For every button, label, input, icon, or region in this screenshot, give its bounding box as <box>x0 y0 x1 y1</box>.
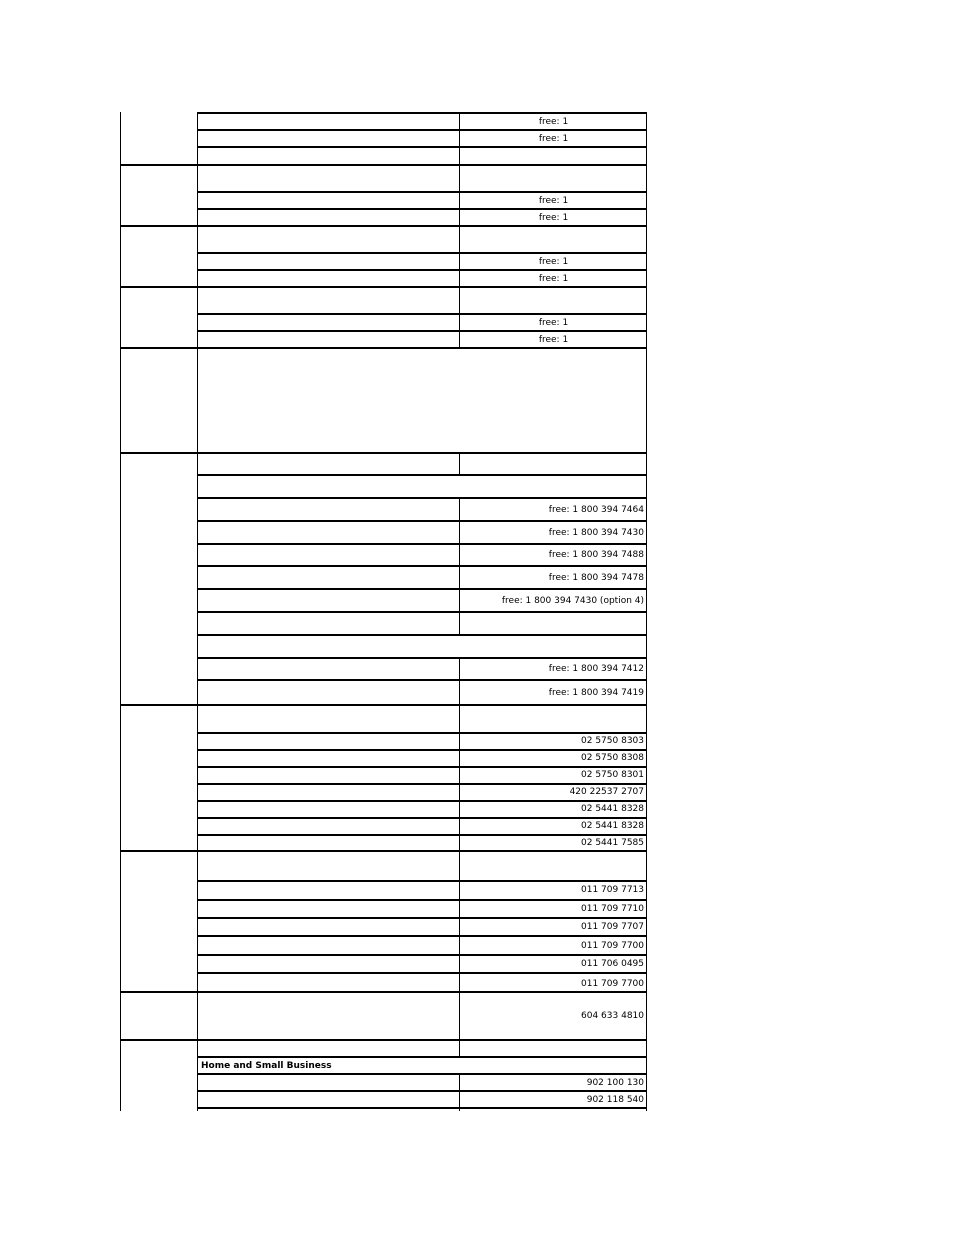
row-divider <box>197 834 647 836</box>
row-divider <box>120 347 647 349</box>
phone-value: 02 5750 8303 <box>581 736 644 746</box>
row-divider <box>197 208 647 210</box>
row-divider <box>197 252 647 254</box>
phone-value: free: 1 <box>538 335 569 345</box>
table-col-divider-2 <box>459 658 460 1057</box>
phone-value: 011 709 7713 <box>581 885 644 895</box>
phone-value: free: 1 <box>538 274 569 284</box>
phone-value: free: 1 800 394 7488 <box>548 550 644 560</box>
phone-value: 02 5441 7585 <box>581 838 644 848</box>
phone-value: 011 709 7700 <box>581 979 644 989</box>
phone-value: 011 706 0495 <box>581 959 644 969</box>
section-heading: Home and Small Business <box>201 1061 332 1071</box>
row-divider <box>120 286 647 288</box>
phone-value: 02 5441 8328 <box>581 804 644 814</box>
row-divider <box>197 732 647 734</box>
phone-value: free: 1 800 394 7419 <box>548 688 644 698</box>
row-divider <box>197 191 647 193</box>
phone-value: free: 1 800 394 7464 <box>548 505 644 515</box>
row-divider <box>197 954 647 956</box>
row-divider <box>197 766 647 768</box>
phone-value: 011 709 7710 <box>581 904 644 914</box>
row-divider <box>197 679 647 681</box>
row-divider <box>197 935 647 937</box>
phone-value: 902 100 130 <box>586 1078 644 1088</box>
row-divider <box>197 497 647 499</box>
phone-value: 02 5441 8328 <box>581 821 644 831</box>
row-divider <box>197 783 647 785</box>
row-divider <box>197 800 647 802</box>
table-col-divider-2 <box>459 453 460 475</box>
row-divider <box>197 565 647 567</box>
phone-value: free: 1 <box>538 213 569 223</box>
row-divider <box>197 588 647 590</box>
phone-value: 02 5750 8308 <box>581 753 644 763</box>
phone-value: free: 1 <box>538 257 569 267</box>
row-divider <box>120 850 647 852</box>
phone-value: free: 1 800 394 7430 <box>548 528 644 538</box>
row-divider <box>197 880 647 882</box>
row-divider <box>197 634 647 636</box>
row-divider <box>120 164 647 166</box>
phone-value: free: 1 <box>538 117 569 127</box>
table-col-divider-2 <box>459 1074 460 1111</box>
row-divider <box>197 112 647 114</box>
row-divider <box>197 543 647 545</box>
row-divider <box>197 917 647 919</box>
row-divider <box>120 991 647 993</box>
phone-value: 011 709 7707 <box>581 922 644 932</box>
row-divider <box>120 452 647 454</box>
table-left-border <box>120 112 121 1111</box>
row-divider <box>197 1090 647 1092</box>
row-divider <box>120 1039 647 1041</box>
row-divider <box>197 330 647 332</box>
phone-value: 011 709 7700 <box>581 941 644 951</box>
row-divider <box>197 1056 647 1058</box>
phone-value: free: 1 <box>538 318 569 328</box>
row-divider <box>197 611 647 613</box>
row-divider <box>197 313 647 315</box>
row-divider <box>197 657 647 659</box>
phone-value: free: 1 800 394 7412 <box>548 664 644 674</box>
phone-value: 902 118 540 <box>586 1095 644 1105</box>
row-divider <box>197 129 647 131</box>
phone-value: free: 1 <box>538 196 569 206</box>
phone-value: free: 1 800 394 7478 <box>548 573 644 583</box>
row-divider <box>120 704 647 706</box>
row-divider <box>197 269 647 271</box>
phone-value: 604 633 4810 <box>581 1011 644 1021</box>
row-divider <box>197 817 647 819</box>
phone-value: free: 1 <box>538 134 569 144</box>
row-divider <box>197 899 647 901</box>
phone-value: 420 22537 2707 <box>569 787 644 797</box>
row-divider <box>120 225 647 227</box>
row-divider <box>197 474 647 476</box>
row-divider <box>197 1073 647 1075</box>
row-divider <box>197 146 647 148</box>
phone-value: 02 5750 8301 <box>581 770 644 780</box>
row-divider <box>197 520 647 522</box>
row-divider <box>197 1107 647 1109</box>
row-divider <box>197 749 647 751</box>
phone-value: free: 1 800 394 7430 (option 4) <box>501 596 644 606</box>
row-divider <box>197 972 647 974</box>
